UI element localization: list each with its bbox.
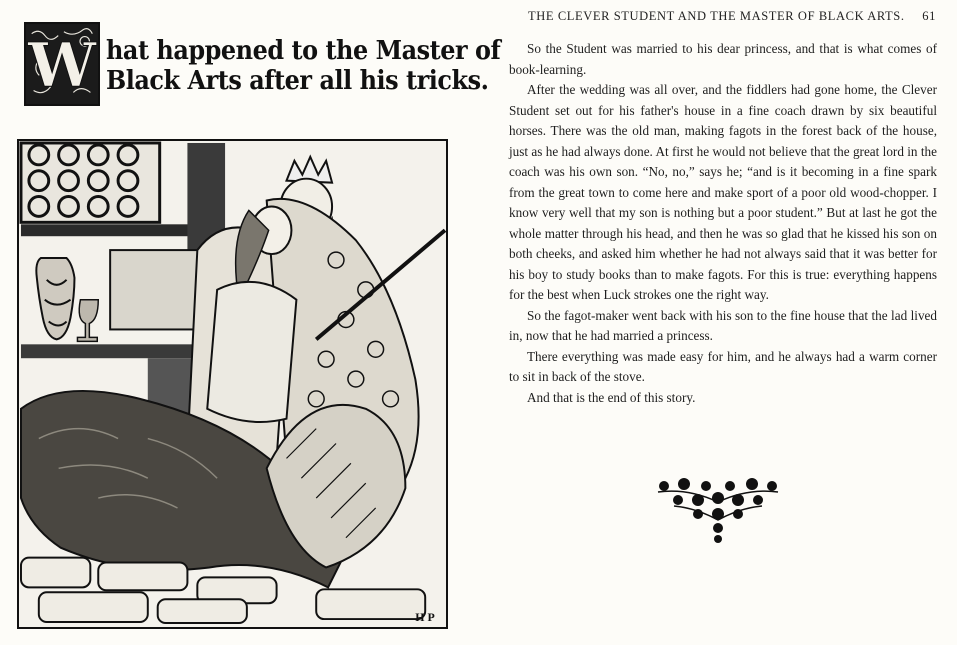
decorative-drop-cap xyxy=(24,22,100,106)
paragraph: After the wedding was all over, and the fiddlers had gone home, the Clever Student set out for his father's house in a fine coach drawn by six beautiful horses. There was the old man, making fagots in the forest back of the house, just as he had always done. At first he would not believe that the great lord in the coach was his own son. “No, no,” says he; “and is it becoming in a fine spark from the great town to come here and make sport of a poor old wood-chopper. I know very well that my son is nothing but a poor student.” But at last he got the whole matter through his head, and then he was so glad that he kissed his son on both cheeks, and asked him whether he had not always said that it was better for his boy to study books than to make fagots. For this is true: everything happens for the best when Luck strokes one the right way. xyxy=(509,82,937,302)
paragraph: And that is the end of this story. xyxy=(527,389,696,405)
paragraph: So the fagot-maker went back with his son to the fine house that the lad lived in, now that he had married a princess. xyxy=(509,307,937,343)
running-head-title: THE CLEVER STUDENT AND THE MASTER OF BLACK ARTS. xyxy=(528,9,905,23)
running-head xyxy=(528,9,946,24)
window-lattice xyxy=(21,143,160,222)
illustration-frame xyxy=(17,139,448,629)
paragraph: There everything was made easy for him, and he always had a warm corner to sit in back of the stove. xyxy=(509,348,937,384)
engraving-illustration xyxy=(19,141,446,627)
chapter-title-line-1: hat happened to the Master of xyxy=(106,36,501,66)
ornament-icon xyxy=(654,474,782,544)
page-number: 61 xyxy=(922,9,936,23)
artist-monogram: H P xyxy=(415,610,435,625)
paragraph: So the Student was married to his dear princess, and that is what comes of book-learning. xyxy=(509,41,937,77)
floral-tailpiece xyxy=(654,474,782,544)
story-text xyxy=(509,39,937,408)
drop-cap-w-icon xyxy=(26,24,98,104)
drop-cap-letter: W xyxy=(27,30,97,102)
chapter-title-line-2: Black Arts after all his tricks. xyxy=(106,66,489,96)
chapter-title xyxy=(106,36,501,96)
